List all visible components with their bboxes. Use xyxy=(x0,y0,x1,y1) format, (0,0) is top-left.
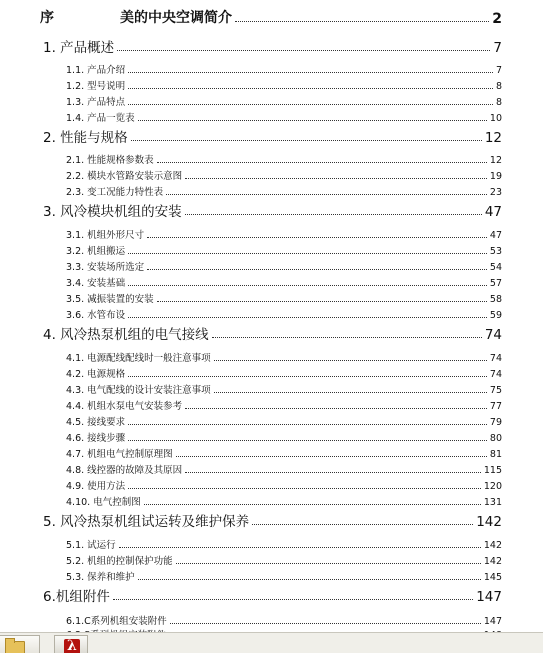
toc-item-4-3[interactable] xyxy=(66,382,502,396)
toc-item-2-3[interactable] xyxy=(66,184,502,198)
leader-dots xyxy=(128,87,493,89)
leader-dots xyxy=(113,598,473,600)
toc-item-4-6[interactable] xyxy=(66,430,502,444)
toc-item-1-2[interactable] xyxy=(66,78,502,92)
leader-dots xyxy=(214,391,487,393)
toc-item-6-1[interactable] xyxy=(66,613,502,627)
leader-dots xyxy=(128,316,487,318)
item-title: 1.1. 产品介绍 xyxy=(66,65,126,76)
page-number: 58 xyxy=(489,294,502,305)
page-number: 12 xyxy=(484,130,502,146)
item-title: 3.6. 水管布设 xyxy=(66,310,126,321)
leader-dots xyxy=(128,284,487,286)
toc-item-3-4[interactable] xyxy=(66,275,502,289)
item-title: 6.1.C系列机组安装附件 xyxy=(66,616,167,627)
toc-section-4[interactable] xyxy=(43,321,502,343)
page-number: 115 xyxy=(483,465,502,476)
toc-item-3-1[interactable] xyxy=(66,227,502,241)
leader-dots xyxy=(252,523,473,525)
leader-dots xyxy=(157,161,487,163)
page-number: 23 xyxy=(489,187,502,198)
leader-dots xyxy=(185,177,487,179)
item-title: 4.2. 电源规格 xyxy=(66,369,126,380)
toc-item-2-1[interactable] xyxy=(66,152,502,166)
leader-dots xyxy=(131,139,482,141)
leader-dots xyxy=(119,546,481,548)
item-title: 4.9. 使用方法 xyxy=(66,481,126,492)
leader-dots xyxy=(157,300,487,302)
toc-item-2-2[interactable] xyxy=(66,168,502,182)
leader-dots xyxy=(185,213,482,215)
page-number: 80 xyxy=(489,433,502,444)
page-number: 57 xyxy=(489,278,502,289)
item-title: 1.4. 产品一览表 xyxy=(66,113,135,124)
section-title: 3. 风冷模块机组的安装 xyxy=(43,204,182,220)
toc-item-3-5[interactable] xyxy=(66,291,502,305)
page-number: 142 xyxy=(483,540,502,551)
toc-item-5-2[interactable] xyxy=(66,553,502,567)
taskbar-folder-button[interactable] xyxy=(0,635,40,653)
page-number: 74 xyxy=(484,327,502,343)
item-title: 4.8. 线控器的故障及其原因 xyxy=(66,465,183,476)
leader-dots xyxy=(128,439,487,441)
leader-dots xyxy=(170,622,481,624)
item-title: 4.7. 机组电气控制原理图 xyxy=(66,449,173,460)
leader-dots xyxy=(128,252,487,254)
toc-item-1-4[interactable] xyxy=(66,110,502,124)
leader-dots xyxy=(128,423,487,425)
page-number: 77 xyxy=(489,401,502,412)
leader-dots xyxy=(185,407,487,409)
item-title: 1.2. 型号说明 xyxy=(66,81,126,92)
toc-item-4-10[interactable] xyxy=(66,494,502,508)
page-number: 8 xyxy=(495,97,502,108)
toc-item-4-8[interactable] xyxy=(66,462,502,476)
section-title: 4. 风冷热泵机组的电气接线 xyxy=(43,327,209,343)
toc-item-4-2[interactable] xyxy=(66,366,502,380)
leader-dots xyxy=(117,49,490,51)
page-number: 75 xyxy=(489,385,502,396)
page-number: 145 xyxy=(483,572,502,583)
page-number: 147 xyxy=(483,616,502,627)
toc-item-1-1[interactable] xyxy=(66,62,502,76)
toc-section-2[interactable] xyxy=(43,124,502,146)
leader-dots xyxy=(138,119,487,121)
toc-section-3[interactable] xyxy=(43,198,502,220)
item-title: 4.10. 电气控制图 xyxy=(66,497,141,508)
toc-item-4-9[interactable] xyxy=(66,478,502,492)
page-number: 74 xyxy=(489,369,502,380)
page-number: 142 xyxy=(483,556,502,567)
page-number: 131 xyxy=(483,497,502,508)
item-title: 2.1. 性能规格参数表 xyxy=(66,155,154,166)
toc-item-3-6[interactable] xyxy=(66,307,502,321)
preface-title: 美的中央空调简介 xyxy=(120,10,232,26)
item-title: 3.1. 机组外形尺寸 xyxy=(66,230,145,241)
toc-section-5[interactable] xyxy=(43,508,502,530)
page-number: 53 xyxy=(489,246,502,257)
page-number: 147 xyxy=(476,589,502,605)
leader-dots xyxy=(147,268,487,270)
page-number: 7 xyxy=(495,65,502,76)
leader-dots xyxy=(128,71,493,73)
page-number: 8 xyxy=(495,81,502,92)
taskbar-pdf-button[interactable] xyxy=(54,635,88,653)
page-number: 47 xyxy=(484,204,502,220)
leader-dots xyxy=(128,487,481,489)
item-title: 3.4. 安装基础 xyxy=(66,278,126,289)
item-title: 5.1. 试运行 xyxy=(66,540,116,551)
page-number: 59 xyxy=(489,310,502,321)
toc-item-3-2[interactable] xyxy=(66,243,502,257)
page-number: 54 xyxy=(489,262,502,273)
item-title: 3.2. 机组搬运 xyxy=(66,246,126,257)
toc-item-1-3[interactable] xyxy=(66,94,502,108)
item-title: 1.3. 产品特点 xyxy=(66,97,126,108)
item-title: 4.4. 机组水泵电气安装参考 xyxy=(66,401,183,412)
toc-section-1[interactable] xyxy=(43,34,502,56)
page-number: 47 xyxy=(489,230,502,241)
leader-dots xyxy=(166,193,487,195)
section-title: 6.机组附件 xyxy=(43,589,110,605)
page-number: 12 xyxy=(489,155,502,166)
toc-item-5-1[interactable] xyxy=(66,537,502,551)
leader-dots xyxy=(185,471,481,473)
item-title: 2.3. 变工况能力特性表 xyxy=(66,187,164,198)
leader-dots xyxy=(235,20,489,22)
section-title: 5. 风冷热泵机组试运转及维护保养 xyxy=(43,514,250,530)
leader-dots xyxy=(176,455,487,457)
section-title: 1. 产品概述 xyxy=(43,40,115,56)
leader-dots xyxy=(214,359,487,361)
leader-dots xyxy=(128,103,493,105)
pdf-icon xyxy=(64,639,80,653)
toc-preface-entry[interactable] xyxy=(40,5,502,27)
leader-dots xyxy=(212,336,482,338)
page-number: 19 xyxy=(489,171,502,182)
leader-dots xyxy=(144,503,481,505)
toc-item-4-5[interactable] xyxy=(66,414,502,428)
section-title: 2. 性能与规格 xyxy=(43,130,128,146)
folder-icon xyxy=(5,641,25,653)
toc-item-4-4[interactable] xyxy=(66,398,502,412)
leader-dots xyxy=(176,562,481,564)
page-number: 81 xyxy=(489,449,502,460)
toc-item-4-7[interactable] xyxy=(66,446,502,460)
toc-item-3-3[interactable] xyxy=(66,259,502,273)
item-title: 5.2. 机组的控制保护功能 xyxy=(66,556,173,567)
leader-dots xyxy=(128,375,487,377)
item-title: 4.3. 电气配线的设计安装注意事项 xyxy=(66,385,211,396)
page-number: 7 xyxy=(493,40,502,56)
toc-item-4-1[interactable] xyxy=(66,350,502,364)
page-number: 10 xyxy=(489,113,502,124)
item-title: 3.5. 减振装置的安装 xyxy=(66,294,154,305)
page-number: 79 xyxy=(489,417,502,428)
page-number: 142 xyxy=(476,514,502,530)
item-title: 5.3. 保养和维护 xyxy=(66,572,135,583)
page-number: 74 xyxy=(489,353,502,364)
preface-marker: 序 xyxy=(40,10,54,26)
item-title: 4.5. 接线要求 xyxy=(66,417,126,428)
leader-dots xyxy=(138,578,481,580)
toc-item-5-3[interactable] xyxy=(66,569,502,583)
leader-dots xyxy=(147,236,487,238)
item-title: 4.6. 接线步骤 xyxy=(66,433,126,444)
toc-section-6[interactable] xyxy=(43,583,502,605)
item-title: 4.1. 电源配线配线时一般注意事项 xyxy=(66,353,211,364)
item-title: 3.3. 安装场所选定 xyxy=(66,262,145,273)
taskbar xyxy=(0,632,543,653)
page-number: 120 xyxy=(483,481,502,492)
item-title: 2.2. 模块水管路安装示意图 xyxy=(66,171,183,182)
page-number: 2 xyxy=(492,11,502,27)
